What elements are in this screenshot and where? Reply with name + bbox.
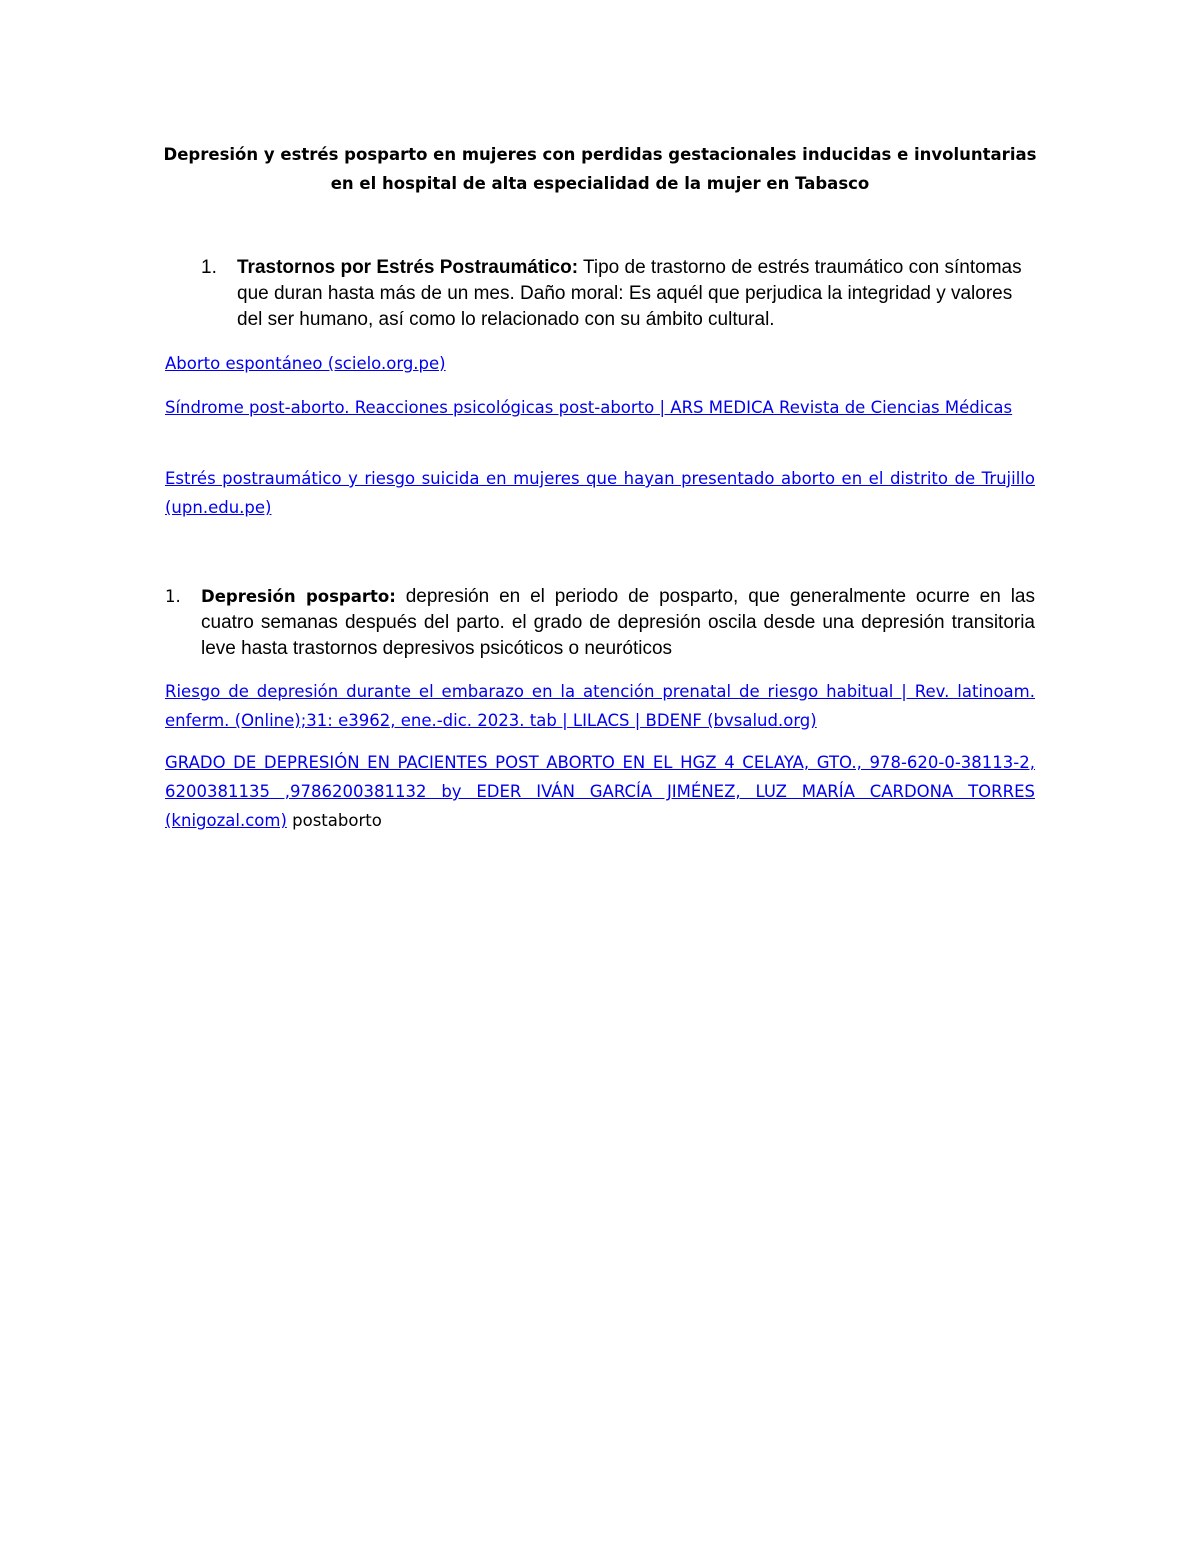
reference-paragraph [165, 393, 1035, 422]
reference-paragraph [165, 349, 1035, 378]
definition-text: depresión en el periodo de posparto, que generalmente ocurre en las cuatro semanas después del parto. el grado de depresión oscila desde una depresión transitoria leve hasta trastornos depresivos psicóticos o neuróticos [201, 586, 1036, 659]
reference-link[interactable]: GRADO DE DEPRESIÓN EN PACIENTES POST ABORTO EN EL HGZ 4 CELAYA, GTO., 978-620-0-38113-2, 6200381135 ,9786200381132 by EDER IVÁN GARCÍA JIMÉNEZ, LUZ MARÍA CARDONA TORRES (knigozal.com) [165, 753, 1035, 830]
list-item-ptsd [165, 255, 1035, 335]
reference-link[interactable]: Aborto espontáneo (scielo.org.pe) [165, 354, 446, 373]
reference-paragraph [165, 464, 1035, 522]
reference-link[interactable]: Riesgo de depresión durante el embarazo en la atención prenatal de riesgo habitual | Rev. latinoam. enferm. (Online);31: e3962, ene.-dic. 2023. tab | LILACS | BDENF (bvsalud.org) [165, 682, 1035, 730]
definition-paragraph [237, 255, 1037, 333]
reference-paragraph [165, 748, 1035, 835]
list-item-postpartum-depression [165, 584, 1035, 664]
list-number: 1. [165, 587, 181, 606]
term-label: Depresión posparto: [201, 587, 396, 606]
reference-suffix: postaborto [286, 811, 382, 830]
definition-text: Tipo de trastorno de estrés traumático con síntomas que duran hasta más de un mes. Daño moral: Es aquél que perjudica la integridad y valores del ser humano, así como lo relacionado con su ámbito cultural. [237, 257, 1022, 330]
reference-paragraph [165, 677, 1035, 735]
document-title: Depresión y estrés posparto en mujeres con perdidas gestacionales inducidas e involuntarias en el hospital de alta especialidad de la mujer en Tabasco [163, 145, 1037, 193]
definition-paragraph [201, 584, 1035, 662]
reference-link[interactable]: Estrés postraumático y riesgo suicida en mujeres que hayan presentado aborto en el distrito de Trujillo (upn.edu.pe) [165, 469, 1035, 517]
reference-link[interactable]: Síndrome post-aborto. Reacciones psicológicas post-aborto | ARS MEDICA Revista de Ciencias Médicas [165, 398, 1013, 417]
list-number: 1. [201, 257, 217, 278]
term-label: Trastornos por Estrés Postraumático: [237, 257, 579, 278]
